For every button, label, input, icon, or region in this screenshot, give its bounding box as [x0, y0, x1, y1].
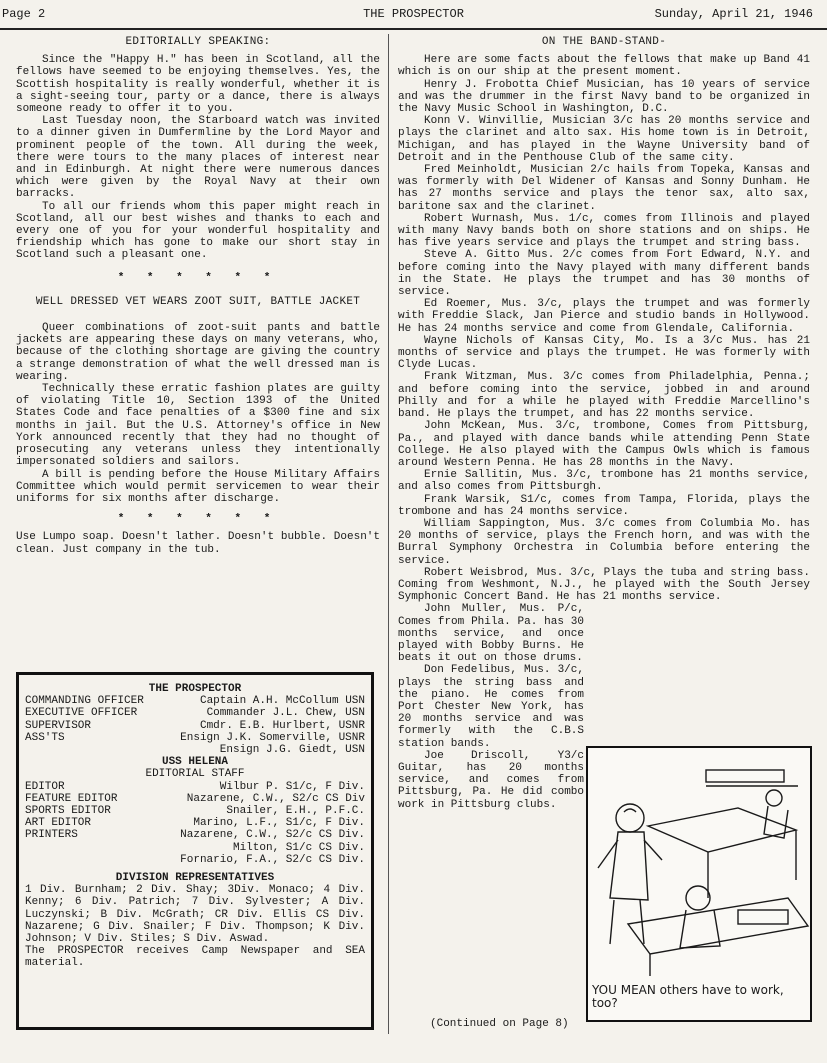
- band-paragraph: Robert Weisbrod, Mus. 3/c, Plays the tuba and string bass. Coming from Weshmont, N.J., he played with the South Jersey Symphonic Concert Band. He has 21 months service.: [398, 566, 810, 604]
- staff-row: Milton, S1/c CS Div.: [232, 841, 365, 854]
- band-paragraph: Ernie Sallitin, Mus. 3/c, trombone has 21 months service, and also comes from Pittsburgh.: [398, 469, 810, 494]
- band-paragraph: Robert Wurnash, Mus. 1/c, comes from Illinois and played with many Navy bands both on shore stations and on ships. He has five years service and plays the trumpet and string bass.: [398, 212, 810, 250]
- zoot-heading: WELL DRESSED VET WEARS ZOOT SUIT, BATTLE JACKET: [35, 295, 361, 308]
- right-column: [398, 34, 810, 811]
- cartoon-caption: YOU MEAN others have to work, too?: [592, 983, 784, 1010]
- editorial-heading: EDITORIALLY SPEAKING:: [125, 36, 271, 48]
- officer-row: SUPERVISOR Cmdr. E.B. Hurlbert, USNR: [25, 719, 365, 732]
- band-paragraph: John Muller, Mus. P/c, Comes from Phila. Pa. has 30 months service, and once played with Bobby Burns. He beats it out on those drums.: [398, 603, 584, 665]
- band-paragraph: Ed Roemer, Mus. 3/c, plays the trumpet and was formerly with Freddie Slack, Jan Pierce and studio bands in Hollywood. He has 24 months service and come from Glendale, California.: [398, 298, 810, 335]
- officer-row: ASS'TS Ensign J.K. Somerville, USNR: [25, 731, 365, 744]
- band-paragraph: William Sappington, Mus. 3/c comes from Columbia Mo. has 20 months of service, plays the French horn, and was with the Burral Symphony Orchestra in Columbia before entering the service.: [398, 517, 810, 567]
- issue-date: Sunday, April 21, 1946: [654, 7, 813, 21]
- staff-box-title: THE PROSPECTOR: [148, 683, 242, 695]
- band-paragraph: Don Fedelibus, Mus. 3/c, plays the string bass and the piano. He comes from Port Chester New York, has 20 months service and was formerly with the C.B.S station bands.: [398, 664, 584, 750]
- band-paragraph: Steve A. Gitto Mus. 2/c comes from Fort Edward, N.Y. and before coming into the Navy played with many different bands in the State. He plays the trumpet and has 30 months of service.: [398, 249, 810, 299]
- left-column: [16, 34, 380, 556]
- staff-row: PRINTERS Nazarene, C.W., S2/c CS Div.: [25, 829, 365, 842]
- masthead-title: THE PROSPECTOR: [363, 7, 464, 21]
- section-stars: * * * * * *: [117, 513, 279, 526]
- section-stars: * * * * * *: [117, 271, 279, 284]
- band-paragraph: Frank Witzman, Mus. 3/c comes from Philadelphia, Penna.; and before coming into the service, jobbed in and around Philly and for a while he played with Freddie Marcellino's band. He plays the trumpet, and has 22 months service.: [398, 371, 810, 421]
- lumpo-joke: Use Lumpo soap. Doesn't lather. Doesn't bubble. Doesn't clean. Just company in the tub.: [16, 531, 380, 556]
- continued-note: (Continued on Page 8): [430, 1018, 569, 1030]
- zoot-paragraph: A bill is pending before the House Military Affairs Committee which would permit servicemen to wear their uniforms for six months after discharge.: [16, 468, 380, 505]
- editorial-paragraph: Since the "Happy H." has been in Scotland, all the fellows have seemed to be enjoying themselves. Yes, the Scottish hospitality is really wonderful, whether it is a sight-seeing tour, party or a dance, there is always someone ready to offer it to you.: [16, 54, 380, 116]
- camp-note: The PROSPECTOR receives Camp Newspaper and SEA material.: [25, 945, 365, 970]
- editorial-paragraph: Last Tuesday noon, the Starboard watch was invited to a dinner given in Dumfermline by the Lord Mayor and prominent people of the town. All during the week, there were tours to the many places of interest near and in Edinburgh. At night there were numerous dances which were given by the Royal Navy at their own barracks.: [16, 115, 380, 201]
- band-heading: ON THE BAND-STAND-: [541, 36, 667, 48]
- staff-row: EDITOR Wilbur P. S1/c, F Div.: [25, 780, 365, 793]
- staff-row: ART EDITOR Marino, L.F., S1/c, F Div.: [25, 817, 365, 830]
- page-header: [0, 0, 827, 30]
- staff-row: SPORTS EDITOR Snailer, E.H., P.F.C.: [25, 805, 365, 818]
- band-paragraph: Fred Meinholdt, Musician 2/c hails from Topeka, Kansas and was formerly with Del Widener of Kansas and Sonny Dunham. He has 27 months service and plays the tenor sax, alto sax, baritone sax and the clarinet.: [398, 164, 810, 213]
- editorial-paragraph: To all our friends whom this paper might reach in Scotland, all our best wishes and thanks to each and every one of you for your wonderful hospitality and friendship which has gone to make our short stay in Scotland such a pleasant one.: [16, 200, 380, 262]
- band-paragraph: Here are some facts about the fellows that make up Band 41 which is on our ship at the present moment.: [398, 54, 810, 79]
- band-paragraph: Konn V. Winvillie, Musician 3/c has 20 months service and plays the clarinet and alto sax. His home town is in Detroit, Michigan, and has played in the Wayne University band of Detroit and in the Penthouse Club of the same city.: [398, 115, 810, 164]
- staff-row: Fornario, F.A., S2/c CS Div.: [180, 853, 365, 866]
- zoot-paragraph: Queer combinations of zoot-suit pants and battle jackets are appearing these days on many veterans, who, because of the clothing shortage are giving the country a strange demonstration of what the well dressed man is wearing.: [16, 322, 380, 383]
- ship-name: USS HELENA: [161, 756, 228, 769]
- band-paragraph: Joe Driscoll, Y3/c Guitar, has 20 months service, and comes from Pittsburg, Pa. He did combo work in Pittsburg clubs.: [398, 749, 584, 811]
- officer-row: COMMANDING OFFICER Captain A.H. McCollum USN: [25, 695, 365, 708]
- band-paragraph: Frank Warsik, S1/c, comes from Tampa, Florida, plays the trombone and has 24 months service.: [398, 493, 810, 518]
- page-number: Page 2: [2, 7, 46, 21]
- band-paragraph: John McKean, Mus. 3/c, trombone, Comes from Pittsburg, Pa., and played with dance bands while attending Penn State College. He also played with the Campus Owls which is famous around Western Penna. He has 28 months in the Navy.: [398, 420, 810, 469]
- band-paragraph: Wayne Nichols of Kansas City, Mo. Is a 3/c Mus. has 21 months of service and plays the trumpet. He was formerly with Clyde Lucas.: [398, 334, 810, 372]
- staff-box: [16, 672, 374, 1030]
- staff-heading: EDITORIAL STAFF: [145, 768, 245, 781]
- division-list: 1 Div. Burnham; 2 Div. Shay; 3Div. Monaco; 4 Div. Kenny; 6 Div. Patrich; 7 Div. Sylvester; A Div. Luczynski; B Div. McGrath; CR Div. Ellis CS Div. Nazarene; G Div. Snailer; F Div. Thompson; K Div. Johnson; V Div. Stiles; S Div. Aswad.: [25, 884, 365, 946]
- cartoon-illustration: [586, 746, 812, 1022]
- staff-row: FEATURE EDITOR Nazarene, C.W., S2/c CS Div: [25, 792, 365, 805]
- cartoon-drawing: [588, 748, 810, 1020]
- band-paragraph: Henry J. Frobotta Chief Musician, has 10 years of service and was the drummer in the first Navy band to be organized in the Navy Music School in Washington, D.C.: [398, 78, 810, 116]
- division-heading: DIVISION REPRESENTATIVES: [115, 872, 275, 885]
- officer-row: Ensign J.G. Giedt, USN: [219, 744, 365, 757]
- zoot-paragraph: Technically these erratic fashion plates are guilty of violating Title 10, Section 1393 of the United States Code and face penalties of a $300 fine and six months in jail. But the U.S. Attorney's office in New York announced recently that they had no thought of prosecuting any veterans unless they intentionally impersonated soldiers and sailors.: [16, 383, 380, 469]
- officer-row: EXECUTIVE OFFICER Commander J.L. Chew, USN: [25, 707, 365, 720]
- column-divider: [388, 34, 389, 1034]
